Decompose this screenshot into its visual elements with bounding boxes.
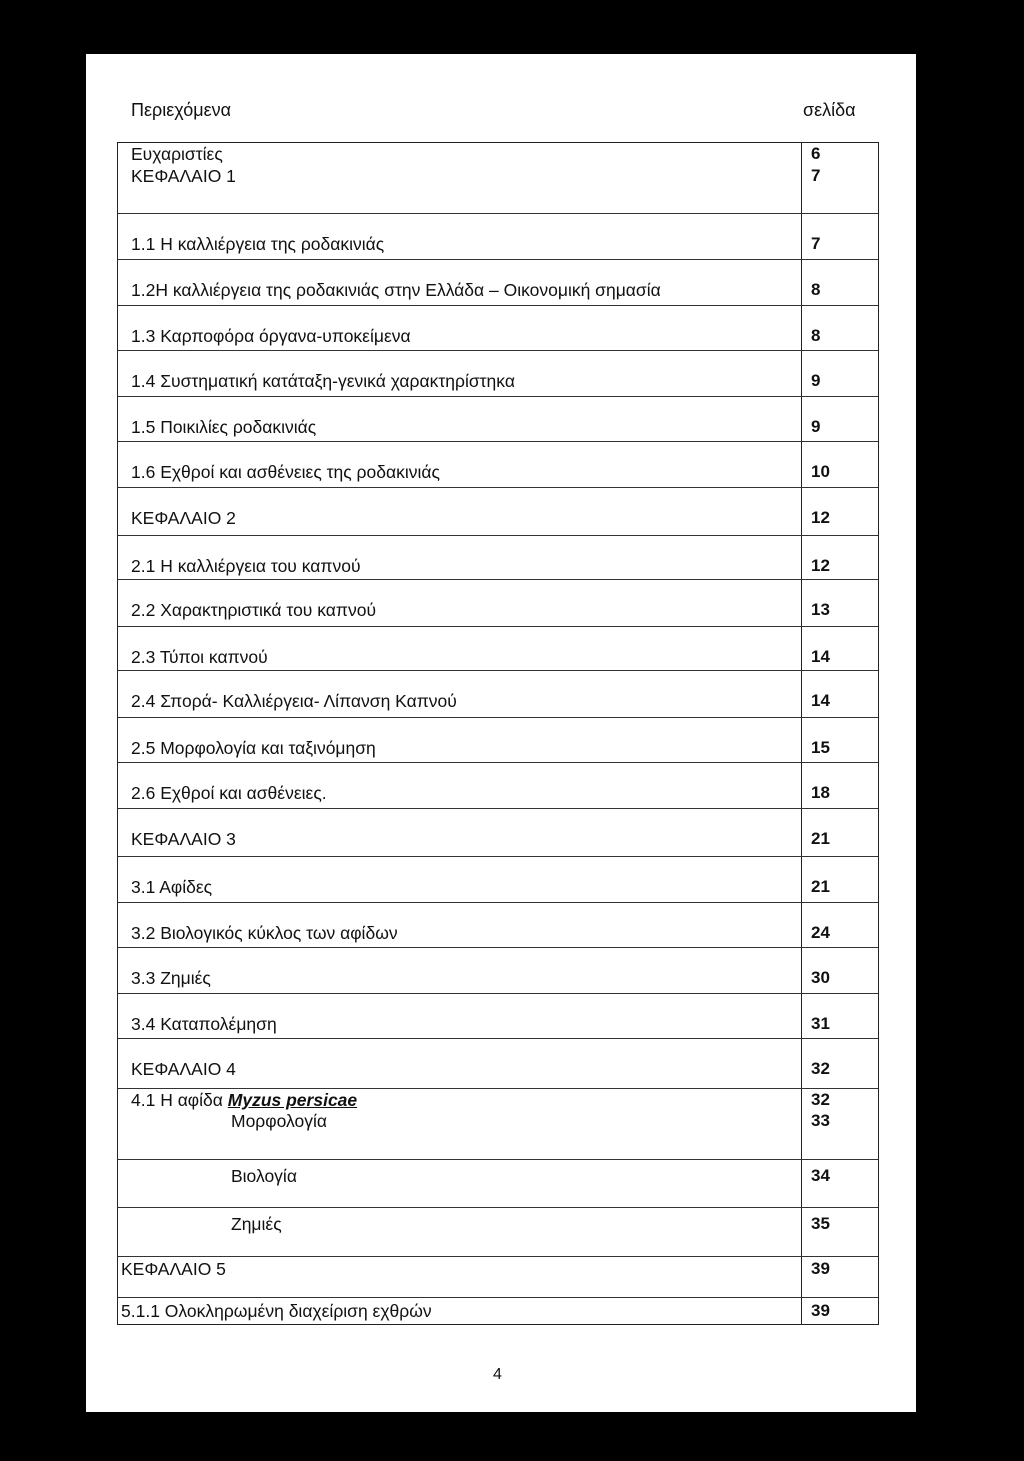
toc-row	[118, 143, 878, 165]
contents-heading: Περιεχόμενα	[131, 100, 232, 120]
toc-entry-title: 1.3 Καρποφόρα όργανα-υποκείμενα	[131, 326, 411, 346]
toc-row	[118, 1088, 878, 1110]
toc-entry-title: 2.4 Σπορά- Καλλιέργεια- Λίπανση Καπνού	[131, 691, 457, 711]
toc-entry-title: Μορφολογία	[231, 1111, 327, 1131]
toc-entry-title: ΚΕΦΑΛΑΙΟ 1	[131, 166, 236, 186]
toc-row	[118, 213, 878, 259]
toc-entry-page: 6	[811, 144, 821, 163]
toc-entry-page: 12	[811, 508, 830, 527]
toc-row	[118, 396, 878, 441]
toc-row	[118, 717, 878, 762]
toc-row	[118, 487, 878, 535]
toc-row	[118, 441, 878, 487]
toc-row	[118, 1038, 878, 1088]
toc-row	[118, 305, 878, 350]
toc-entry-page: 8	[811, 326, 821, 345]
toc-entry-title: ΚΕΦΑΛΑΙΟ 5	[121, 1259, 226, 1279]
toc-entry-title: ΚΕΦΑΛΑΙΟ 3	[131, 829, 236, 849]
toc-entry-page: 39	[811, 1301, 830, 1320]
toc-row	[118, 165, 878, 213]
toc-entry-title: 2.6 Εχθροί και ασθένειες.	[131, 783, 327, 803]
toc-row	[118, 626, 878, 670]
toc-entry-title: 3.2 Βιολογικός κύκλος των αφίδων	[131, 923, 398, 943]
toc-entry-title: Ευχαριστίες	[131, 144, 223, 164]
toc-row	[118, 1297, 878, 1324]
toc-entry-page: 39	[811, 1259, 830, 1278]
toc-entry-page: 13	[811, 600, 830, 619]
toc-row	[118, 762, 878, 808]
toc-entry-title: 2.2 Χαρακτηριστικά του καπνού	[131, 600, 377, 620]
toc-entry-title: 2.3 Τύποι καπνού	[131, 647, 268, 667]
toc-entry-title-species: Myzus persicae	[227, 1090, 358, 1110]
toc-entry-title: Βιολογία	[231, 1166, 297, 1186]
toc-entry-page: 14	[811, 691, 830, 710]
toc-entry-page: 15	[811, 738, 830, 757]
toc-entry-page: 21	[811, 829, 830, 848]
toc-entry-title: Ζημιές	[231, 1214, 282, 1234]
page-number: 4	[493, 1366, 502, 1383]
toc-entry-title: 1.2Η καλλιέργεια της ροδακινιάς στην Ελλάδα – Οικονομική σημασία	[131, 280, 661, 300]
toc-entry-page: 7	[811, 166, 821, 185]
toc-row	[118, 1110, 878, 1159]
toc-entry-page: 24	[811, 923, 830, 942]
toc-entry-title: 2.5 Μορφολογία και ταξινόμηση	[131, 738, 376, 758]
toc-row	[118, 808, 878, 856]
toc-entry-title: ΚΕΦΑΛΑΙΟ 4	[131, 1059, 236, 1079]
toc-row	[118, 902, 878, 947]
toc-entry-page: 21	[811, 877, 830, 896]
toc-entry-title	[131, 1090, 357, 1111]
toc-entry-title: 5.1.1 Ολοκληρωμένη διαχείριση εχθρών	[121, 1301, 432, 1321]
toc-entry-title-prefix: 4.1 Η αφίδα	[131, 1090, 228, 1110]
toc-entry-page: 32	[811, 1059, 830, 1078]
toc-entry-page: 10	[811, 462, 830, 481]
toc-entry-title: 3.4 Καταπολέμηση	[131, 1014, 277, 1034]
toc-row	[118, 1207, 878, 1256]
toc-entry-page: 7	[811, 234, 821, 253]
toc-entry-title: 1.1 Η καλλιέργεια της ροδακινιάς	[131, 234, 385, 254]
toc-entry-page: 9	[811, 371, 821, 390]
table-of-contents	[117, 142, 879, 1325]
toc-row	[118, 993, 878, 1038]
toc-entry-page: 32	[811, 1090, 830, 1109]
toc-entry-page: 31	[811, 1014, 830, 1033]
toc-row	[118, 535, 878, 579]
toc-entry-title: 2.1 Η καλλιέργεια του καπνού	[131, 556, 361, 576]
toc-entry-title: 1.6 Εχθροί και ασθένειες της ροδακινιάς	[131, 462, 440, 482]
toc-entry-title: 1.4 Συστηματική κατάταξη-γενικά χαρακτηρίστηκα	[131, 371, 515, 391]
toc-entry-page: 18	[811, 783, 830, 802]
toc-row	[118, 1256, 878, 1297]
toc-entry-page: 35	[811, 1214, 830, 1233]
toc-entry-title: 3.3 Ζημιές	[131, 968, 211, 988]
toc-entry-title: 1.5 Ποικιλίες ροδακινιάς	[131, 417, 317, 437]
toc-entry-page: 34	[811, 1166, 830, 1185]
toc-row	[118, 350, 878, 396]
toc-entry-page: 9	[811, 417, 821, 436]
toc-row	[118, 947, 878, 993]
toc-row	[118, 670, 878, 717]
toc-row	[118, 1159, 878, 1207]
toc-entry-title: 3.1 Αφίδες	[131, 877, 213, 897]
toc-entry-page: 30	[811, 968, 830, 987]
toc-entry-title: ΚΕΦΑΛΑΙΟ 2	[131, 508, 236, 528]
toc-entry-page: 14	[811, 647, 830, 666]
toc-row	[118, 259, 878, 305]
toc-entry-page: 12	[811, 556, 830, 575]
toc-row	[118, 579, 878, 626]
page-column-heading: σελίδα	[803, 100, 856, 120]
toc-row	[118, 856, 878, 902]
toc-entry-page: 33	[811, 1111, 830, 1130]
toc-entry-page: 8	[811, 280, 821, 299]
